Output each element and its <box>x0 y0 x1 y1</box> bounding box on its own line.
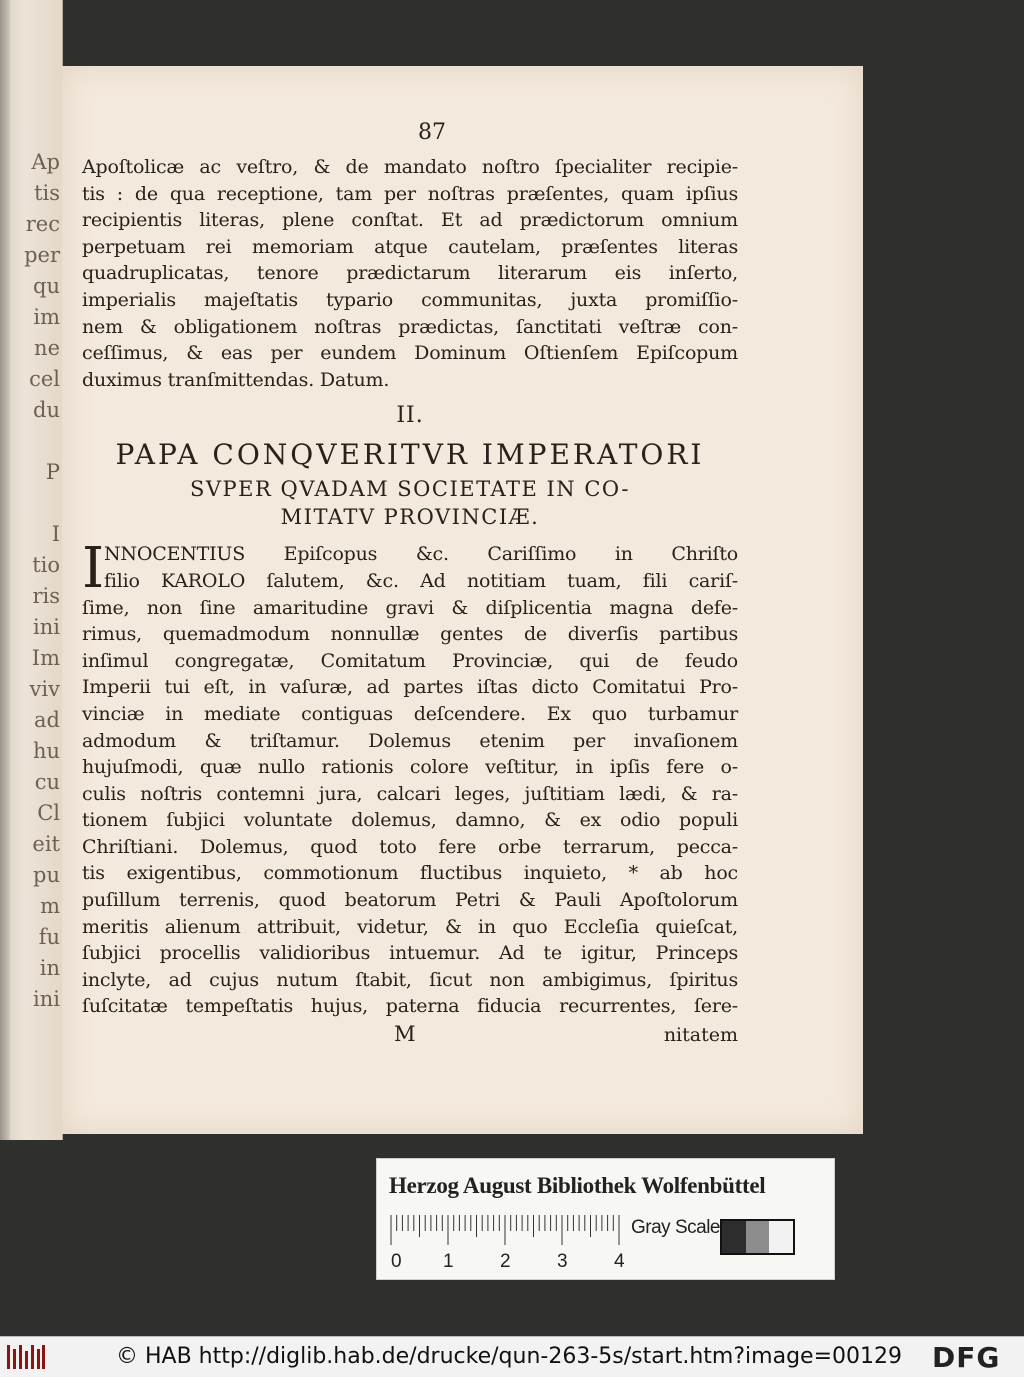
text-line: quadruplicatas, tenore prædictarum literarum eis inſerto, <box>82 262 738 285</box>
text-line: NNOCENTIUS Epiſcopus &c. Cariſſimo in Chriſto <box>104 543 738 566</box>
page-footer <box>82 1022 738 1052</box>
left-page-fragment: Cl <box>37 801 60 825</box>
ruler-number: 3 <box>557 1251 568 1272</box>
text-line: puſillum terrenis, quod beatorum Petri & Pauli Apoſtolorum <box>82 889 738 912</box>
heading-line-2: SVPER QVADAM SOCIETATE IN CO- <box>190 477 630 502</box>
library-label <box>376 1158 835 1280</box>
source-link[interactable]: © HAB http://diglib.hab.de/drucke/qun-263-5s/start.htm?image=00129 <box>116 1344 902 1369</box>
ruler-number: 4 <box>614 1251 625 1272</box>
text-line: inſimul congregatæ, Comitatum Provinciæ, qui de feudo <box>82 649 738 672</box>
left-page-fragment: m <box>40 894 60 918</box>
ruler-number: 2 <box>500 1251 511 1272</box>
left-page-fragment: per <box>24 243 60 267</box>
signature-mark: M <box>394 1022 416 1047</box>
text-line: duximus tranſmittendas. Datum. <box>82 368 390 391</box>
text-line: culis noſtris contemni jura, calcari leges, juſtitiam lædi, & ra- <box>82 782 738 805</box>
text-line: nem & obligationem noſtras prædictas, ſanctitati veſtræ con- <box>82 315 738 338</box>
left-page-fragment <box>6 429 60 460</box>
text-line: admodum & triſtamur. Dolemus etenim per invaſionem <box>82 729 738 752</box>
left-page-fragment: ris <box>32 584 60 608</box>
ruler-number: 0 <box>391 1251 402 1272</box>
text-line: filio KAROLO ſalutem, &c. Ad notitiam tuam, fili cariſ- <box>104 569 738 592</box>
left-page-fragment: cel <box>29 367 60 391</box>
heading-line-1: PAPA CONQVERITVR IMPERATORI <box>115 438 705 472</box>
text-line: tis exigentibus, commotionum fluctibus inquieto, * ab hoc <box>82 862 738 885</box>
left-page-fragment: pu <box>33 863 60 887</box>
left-page-fragment: tio <box>32 553 60 577</box>
left-page-fragments <box>6 150 60 1018</box>
library-name: Herzog August Bibliothek Wolfenbüttel <box>389 1173 766 1198</box>
page-text <box>82 116 738 1052</box>
text-line: Chriſtiani. Dolemus, quod toto fere orbe terrarum, pecca- <box>82 835 738 858</box>
left-page-fragment: P <box>45 460 60 484</box>
text-line: ſubjici procellis validioribus intuemur. Ad te igitur, Princeps <box>82 942 738 965</box>
catchword: nitatem <box>663 1024 738 1047</box>
ruler-scale <box>389 1211 625 1272</box>
left-page-fragment <box>6 491 60 522</box>
viewer-footer-bar <box>0 1336 1024 1377</box>
left-page-fragment: im <box>33 305 60 329</box>
text-line: recipientis literas, plene conſtat. Et ad prædictorum omnium <box>82 209 738 232</box>
left-page-fragment: tis <box>34 181 60 205</box>
text-line: ceſſimus, & eas per eundem Dominum Oſtienſem Epiſcopum <box>82 342 738 365</box>
ruler-number: 1 <box>443 1251 454 1272</box>
paragraph-1 <box>82 154 738 393</box>
paragraph-2-first-lines <box>82 536 738 602</box>
left-page-fragment: I <box>51 522 60 546</box>
gray-swatch <box>722 1221 746 1253</box>
left-page-fragment: ne <box>34 336 60 360</box>
gray-swatch <box>769 1221 793 1253</box>
left-page-fragment: cu <box>34 770 60 794</box>
section-number: II. <box>396 403 424 429</box>
text-line: imperialis majeſtatis typario communitas, juxta promiſſio- <box>82 288 738 311</box>
text-line: ſuſcitatæ tempeſtatis hujus, paterna fiducia recurrentes, ſere- <box>82 995 738 1018</box>
left-page-fragment: Im <box>31 646 60 670</box>
left-page-fragment: eit <box>32 832 60 856</box>
paragraph-2-opening <box>82 536 738 602</box>
dfg-logo-icon: DFG <box>932 1341 1001 1374</box>
left-page-fragment: rec <box>25 212 60 236</box>
left-page-fragment: qu <box>33 274 60 298</box>
scanned-page <box>62 66 863 1134</box>
section-heading <box>82 435 738 531</box>
hab-logo-icon <box>6 1343 46 1371</box>
left-page-fragment: ad <box>34 708 60 732</box>
heading-line-3: MITATV PROVINCIÆ. <box>280 505 540 530</box>
drop-cap: I <box>82 536 105 602</box>
paragraph-2 <box>82 595 738 1021</box>
text-line: rimus, quemadmodum nonnullæ gentes de diverſis partibus <box>82 623 738 646</box>
left-page-fragment: du <box>33 398 60 422</box>
text-line: Apoſtolicæ ac veſtro, & de mandato noſtro ſpecialiter recipie- <box>82 156 738 178</box>
text-line: Imperii tui eſt, in vaſuræ, ad partes iſtas dicto Comitatui Pro- <box>82 676 738 699</box>
left-page-fragment: viv <box>29 677 60 701</box>
gray-scale-swatches <box>720 1219 795 1255</box>
text-line: ſime, non ſine amaritudine gravi & diſplicentia magna defe- <box>82 596 738 619</box>
text-line: tionem ſubjici voluntate dolemus, damno, & ex odio populi <box>82 809 738 832</box>
text-line: meritis alienum attribuit, videtur, & in quo Eccleſia quieſcat, <box>82 915 738 938</box>
text-line: inclyte, ad cujus nutum ſtabit, ſicut non ambigimus, ſpiritus <box>82 968 738 991</box>
left-page-fragment: hu <box>32 739 60 763</box>
text-line: vinciæ in mediate contiguas deſcendere. Ex quo turbamur <box>82 702 738 725</box>
left-page-fragment: in <box>39 956 60 980</box>
gray-scale-label: Gray Scale <box>631 1217 720 1238</box>
left-page-fragment: ini <box>33 615 60 639</box>
left-page-fragment: Ap <box>31 150 60 174</box>
page-number: 87 <box>418 120 446 145</box>
left-page-fragment: ini <box>33 987 60 1011</box>
left-neighbouring-page <box>0 0 63 1140</box>
text-line: tis : de qua receptione, tam per noſtras præſentes, quam ipſius <box>82 182 738 205</box>
text-line: perpetuam rei memoriam atque cautelam, præſentes literas <box>82 235 738 258</box>
text-line: hujuſmodi, quæ nullo rationis colore veſtitur, in ipſis fere o- <box>82 756 738 779</box>
left-page-fragment: fu <box>38 925 60 949</box>
gray-swatch <box>746 1221 770 1253</box>
